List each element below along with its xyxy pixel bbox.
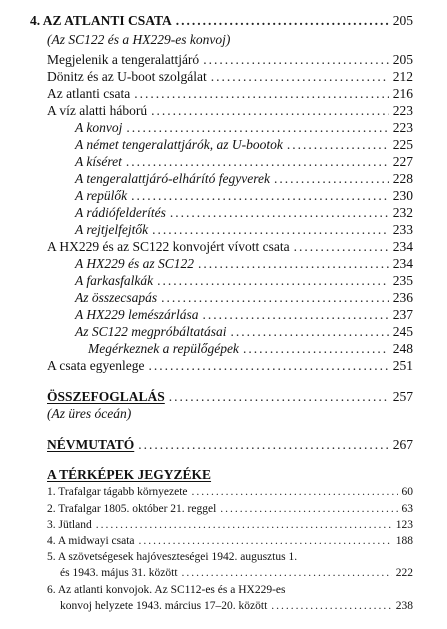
toc-entry-page: 230: [392, 188, 413, 203]
leader-dots: [231, 324, 389, 340]
leader-dots: [152, 222, 389, 238]
map-entry-label: konvoj helyzete 1943. március 17–20. között: [60, 600, 268, 612]
toc-entry-label: Az SC122 megpróbáltatásai: [75, 324, 227, 339]
toc-entry: [47, 86, 413, 102]
toc-entry-page: 212: [392, 69, 413, 84]
toc-entry-label: A tengeralattjáró-elhárító fegyverek: [75, 171, 270, 186]
map-entry-label: 4. A midwayi csata: [47, 535, 135, 547]
toc-entry-page: 234: [392, 239, 413, 254]
toc-entry-label: Az atlanti csata: [47, 86, 131, 101]
leader-dots: [148, 358, 388, 374]
toc-entry-page: 227: [392, 154, 413, 169]
leader-dots: [243, 341, 389, 357]
leader-dots: [139, 534, 392, 548]
summary-heading: [47, 389, 413, 405]
toc-entry-page: 232: [392, 205, 413, 220]
toc-entry-page: 205: [392, 52, 413, 67]
map-entry-line1: 5. A szövetségesek hajóveszteségei 1942. augusztus 1.: [47, 551, 298, 563]
index-title: NÉVMUTATÓ: [47, 437, 135, 452]
toc-entry-page: 223: [392, 120, 413, 135]
toc-subentry: [88, 341, 413, 357]
toc-entry: [47, 358, 413, 374]
map-entry-page: 63: [401, 503, 413, 515]
toc-entry-page: 225: [392, 137, 413, 152]
toc-entry-page: 236: [392, 290, 413, 305]
leader-dots: [161, 290, 389, 306]
map-entry-label: 1. Trafalgar tágabb környezete: [47, 486, 188, 498]
toc-entry-page: 228: [392, 171, 413, 186]
toc-entry-page: 233: [392, 222, 413, 237]
index-heading: [47, 437, 413, 453]
chapter-page: 205: [392, 13, 413, 28]
toc-subentry: [75, 188, 413, 204]
map-entry-label: 2. Trafalgar 1805. október 21. reggel: [47, 503, 217, 515]
map-entry-page: 60: [401, 486, 413, 498]
map-entry: [47, 518, 413, 532]
maps-heading: [47, 467, 413, 483]
toc-entry-page: 223: [392, 103, 413, 118]
toc-entry-label: A HX229 és az SC122: [75, 256, 195, 271]
leader-dots: [131, 188, 389, 204]
leader-dots: [96, 518, 392, 532]
leader-dots: [170, 205, 389, 221]
leader-dots: [220, 502, 397, 516]
toc-entry: [47, 69, 413, 85]
map-entry-label: és 1943. május 31. között: [60, 567, 178, 579]
map-entry-label: 3. Jütland: [47, 519, 92, 531]
map-entry: [47, 534, 413, 548]
toc-subentry: [75, 324, 413, 340]
leader-dots: [169, 389, 389, 405]
toc-entry: [47, 52, 413, 68]
leader-dots: [287, 137, 389, 153]
toc-subentry: [75, 171, 413, 187]
map-entry: [47, 502, 413, 516]
toc-entry-label: A rádiófelderítés: [75, 205, 166, 220]
leader-dots: [182, 566, 392, 580]
summary-title: ÖSSZEFOGLALÁS: [47, 389, 165, 404]
toc-entry-label: A víz alatti háború: [47, 103, 148, 118]
toc-entry-label: A HX229 és az SC122 konvojért vívott csata: [47, 239, 290, 254]
toc-entry-page: 216: [392, 86, 413, 101]
toc-entry-label: A német tengeralattjárók, az U-bootok: [75, 137, 283, 152]
leader-dots: [126, 154, 389, 170]
toc-entry: [47, 103, 413, 119]
toc-subentry: [75, 222, 413, 238]
leader-dots: [203, 307, 389, 323]
chapter-title: 4. AZ ATLANTI CSATA: [30, 13, 172, 28]
toc-entry-page: 237: [392, 307, 413, 322]
map-entry-page: 222: [395, 567, 413, 579]
toc-entry-label: Az összecsapás: [75, 290, 158, 305]
map-entry: [60, 599, 413, 613]
toc-subentry: [75, 120, 413, 136]
toc-entry-label: A rejtjelfejtők: [75, 222, 149, 237]
summary-page: 257: [392, 389, 413, 404]
chapter-subtitle: (Az SC122 és a HX229-es konvoj): [47, 32, 231, 47]
leader-dots: [274, 171, 389, 187]
leader-dots: [157, 273, 389, 289]
map-entry: [47, 485, 413, 499]
leader-dots: [294, 239, 389, 255]
toc-entry-label: A kíséret: [75, 154, 122, 169]
leader-dots: [138, 437, 389, 453]
toc-entry: [47, 239, 413, 255]
toc-subentry: [75, 154, 413, 170]
toc-entry-label: Dönitz és az U-boot szolgálat: [47, 69, 207, 84]
index-page: 267: [392, 437, 413, 452]
leader-dots: [192, 485, 398, 499]
leader-dots: [151, 103, 389, 119]
leader-dots: [176, 13, 389, 29]
map-entry-page: 123: [395, 519, 413, 531]
map-entry-page: 238: [395, 600, 413, 612]
toc-subentry: [75, 290, 413, 306]
leader-dots: [203, 52, 389, 68]
leader-dots: [211, 69, 389, 85]
map-entry-line1: 6. Az atlanti konvojok. Az SC112-es és a HX229-es: [47, 584, 286, 596]
toc-entry-label: A repülők: [75, 188, 128, 203]
toc-subentry: [75, 256, 413, 272]
toc-entry-label: A csata egyenlege: [47, 358, 145, 373]
summary-subtitle: (Az üres óceán): [47, 406, 132, 421]
leader-dots: [134, 86, 389, 102]
toc-subentry: [75, 205, 413, 221]
leader-dots: [126, 120, 388, 136]
toc-subentry: [75, 137, 413, 153]
toc-entry-page: 235: [392, 273, 413, 288]
map-entry: [60, 566, 413, 580]
leader-dots: [198, 256, 389, 272]
toc-subentry: [75, 307, 413, 323]
toc-entry-page: 245: [392, 324, 413, 339]
toc-entry-label: A HX229 lemészárlása: [75, 307, 199, 322]
chapter-heading: [30, 13, 413, 29]
toc-entry-label: A farkasfalkák: [75, 273, 154, 288]
toc-entry-page: 248: [392, 341, 413, 356]
toc-entry-page: 234: [392, 256, 413, 271]
toc-entry-label: A konvoj: [75, 120, 123, 135]
map-entry-page: 188: [395, 535, 413, 547]
toc-entry-label: Megjelenik a tengeralattjáró: [47, 52, 200, 67]
leader-dots: [271, 599, 391, 613]
toc-entry-page: 251: [392, 358, 413, 373]
toc-subentry: [75, 273, 413, 289]
maps-title: A TÉRKÉPEK JEGYZÉKE: [47, 467, 212, 482]
toc-entry-label: Megérkeznek a repülőgépek: [88, 341, 239, 356]
